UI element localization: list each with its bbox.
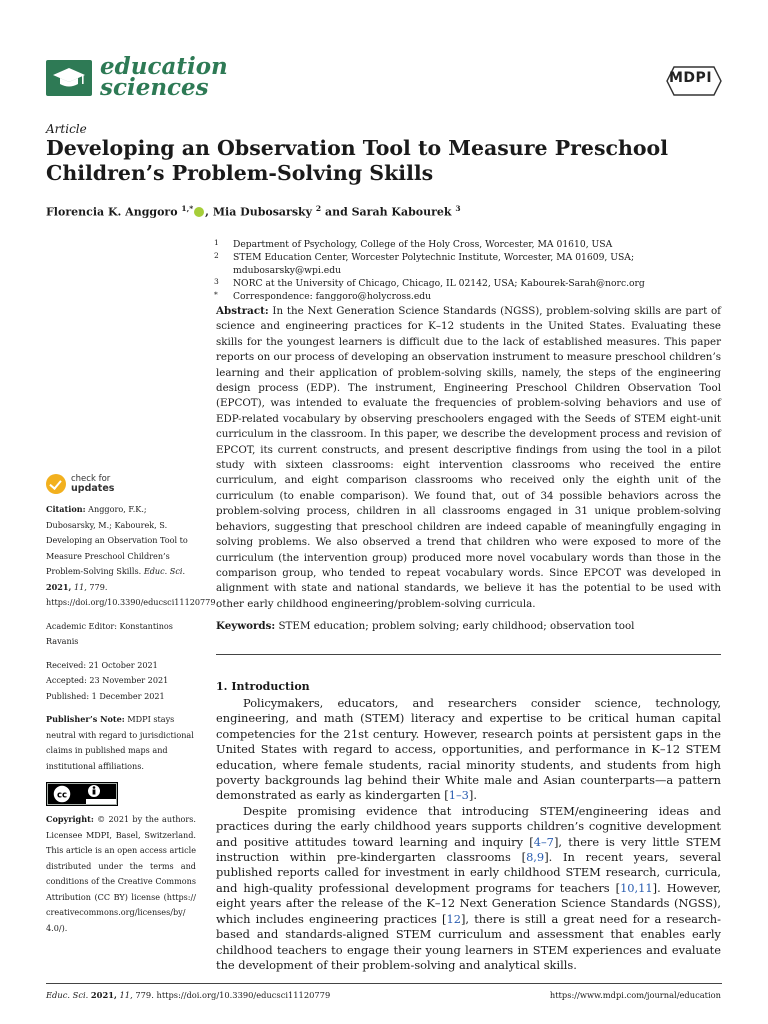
paragraph-text: Despite promising evidence that introducing STEM/engineering ideas and practices during the early childhood years supports children’s cognitive development and positive attitudes toward learning and inquiry [ [216, 803, 721, 849]
author-affiliation-marker: 3 [455, 204, 461, 213]
citation-link[interactable]: 10,11 [620, 880, 653, 895]
publisher-logo [666, 66, 722, 96]
paragraph-text: ]. However, eight years after the release of the K–12 Next Generation Science Standards (NGSS), which includes engineering practices [ [216, 880, 721, 926]
footer-divider [46, 983, 722, 984]
paragraph-text: Policymakers, educators, and researchers consider science, technology, engineering, and math (STEM) literacy and expertise to be critical human capital competencies for the 21st century. However, research points at persistent gaps in the United States with regard to access, opportunities, and performance in K–12 STEM education, where female students, racial minority students, and students from high poverty backgrounds lag behind their White male and Asian counterparts—a pattern demonstrated as early as kindergarten [ [216, 696, 721, 803]
svg-text:cc: cc [56, 790, 68, 801]
paragraph-text: ]. In recent years, several published reports called for investment in early childhood STEM research, curricula, and high-quality professional development programs for teachers [ [216, 850, 721, 895]
footer-citation [46, 990, 330, 1000]
section-divider [216, 654, 721, 655]
citation [46, 502, 216, 611]
journal-logo [46, 53, 228, 102]
affiliation-item [214, 238, 734, 251]
cc-by-license-badge[interactable] [46, 782, 118, 806]
citation-volume: 11, [73, 581, 87, 592]
affiliation-text: STEM Education Center, Worcester Polytechnic Institute, Worcester, MA 01609, USA; mdubosarsky@wpi.edu [233, 252, 635, 276]
author-name[interactable]: Mia Dubosarsky [212, 205, 313, 219]
affiliation-item [214, 290, 734, 303]
journal-name [100, 53, 228, 101]
publisher-note [46, 712, 196, 774]
copyright-label: Copyright: [46, 814, 94, 824]
check-for-updates-button[interactable] [46, 474, 196, 496]
author-name[interactable]: Florencia K. Anggoro [46, 205, 178, 219]
paragraph-text: ], there is very little STEM instruction within pre-kindergarten classrooms [ [216, 834, 721, 865]
citation-label: Citation: [46, 504, 86, 514]
citation-year: 2021, [46, 581, 72, 592]
accepted-date: Accepted: 23 November 2021 [46, 675, 169, 685]
affiliation-number: * [214, 290, 218, 299]
introduction-body [216, 696, 721, 973]
check-updates-label [71, 474, 114, 494]
author-name[interactable]: Sarah Kabourek [351, 205, 452, 219]
citation-doi[interactable]: 779. https://doi.org/10.3390/educsci11120779 [46, 581, 216, 607]
paragraph-text: ], there is still a great need for a research-based and standards-aligned STEM curriculum and assessment that enables early childhood teachers to engage their young learners in STEM experiences and evaluate the development of their problem-solving and analytical skills. [216, 911, 721, 972]
author-affiliation-marker: 2 [315, 204, 322, 213]
citation-text: Anggoro, F.K.; Dubosarsky, M.; Kabourek, S. Developing an Observation Tool to Measure Preschool Children’s Problem-Solving Skills. [46, 504, 188, 576]
dates [46, 658, 196, 705]
citation-link[interactable]: 12 [446, 911, 461, 926]
affiliation-item [214, 277, 734, 290]
academic-editor-text: Academic Editor: Konstantinos Ravanis [46, 620, 173, 646]
affiliation-number: 2 [214, 251, 219, 260]
affiliation-number: 1 [214, 238, 219, 247]
affiliation-text: NORC at the University of Chicago, Chicago, IL 02142, USA; Kabourek-Sarah@norc.org [233, 278, 645, 289]
affiliations [214, 238, 734, 303]
journal-name-line2: sciences [100, 74, 209, 101]
footer-doi[interactable]: 779. https://doi.org/10.3390/educsci11120779 [135, 990, 331, 1000]
keywords [216, 620, 721, 632]
sidebar [46, 474, 216, 944]
publisher-note-text: MDPI stays neutral with regard to jurisdictional claims in published maps and institutional affiliations. [46, 714, 194, 771]
author-separator: , [205, 205, 213, 219]
publisher-name: MDPI [669, 70, 713, 86]
section-heading: 1. Introduction [216, 680, 310, 693]
check-updates-line2: updates [71, 483, 115, 494]
affiliation-item [214, 251, 734, 277]
abstract-label: Abstract: [216, 305, 269, 317]
affiliation-number: 3 [214, 277, 219, 286]
copyright-text: © 2021 by the authors. Licensee MDPI, Basel, Switzerland. This article is an open access article distributed under the terms and conditions of the Creative Commons Attribution (CC BY) license (https:// creativecommons.org/licenses/by/ 4.0/). [46, 814, 197, 933]
orcid-icon[interactable] [194, 207, 204, 217]
citation-journal: Educ. Sci. [143, 566, 186, 576]
author-list [46, 204, 461, 219]
abstract [216, 304, 721, 612]
citation-link[interactable]: 1–3 [448, 788, 469, 803]
article-type: Article [46, 122, 87, 136]
abstract-text: In the Next Generation Science Standards (NGSS), problem-solving skills are part of science and engineering practices for K–12 students in the United States. Evaluating these skills for the youngest learners is difficult due to the lack of established measures. This paper reports on our process of developing an observation instrument to measure preschool children’s learning and their application of problem-solving skills, namely, the steps of the engineering design process (EDP). The instrument, Engineering Preschool Children Observation Tool (EPCOT), was intended to evaluate the frequencies of problem-solving behaviors and use of EDP-related vocabulary by observing preschoolers engaged with the Seeds of STEM eight-unit curriculum in the classroom. In this paper, we describe the development process and revision of EPCOT, its current constructs, and present descriptive findings from using the tool in a pilot study with sixteen classrooms: eight intervention classrooms who received the entire curriculum, and eight comparison classrooms who received only the eighth unit of the curriculum (to enable comparison). We found that, out of 34 possible behaviors across the problem-solving process, children in all classrooms engaged in 31 unique problem-solving behaviors, suggesting that preschool children are indeed capable of meaningfully engaging in solving problems. We also observed a trend that children who were exposed to more of the curriculum (the intervention group) produced more novel vocabulary words than those in the comparison group, who tended to repeat vocabulary words. Since EPCOT was developed in alignment with state and national standards, we believe it has the potential to be used with other early childhood engineering/problem-solving curricula. [216, 305, 721, 610]
paragraph [216, 804, 721, 973]
author-separator: and [321, 205, 352, 219]
published-date: Published: 1 December 2021 [46, 690, 165, 701]
check-updates-line1: check for [71, 474, 111, 484]
author-affiliation-marker: 1,* [181, 204, 194, 213]
citation-link[interactable]: 8,9 [526, 850, 545, 865]
received-date: Received: 21 October 2021 [46, 659, 158, 670]
footer-journal: Educ. Sci. [46, 990, 89, 1000]
footer-year: 2021, [90, 990, 117, 1000]
keywords-text: STEM education; problem solving; early childhood; observation tool [278, 620, 635, 632]
paragraph [216, 696, 721, 804]
keywords-label: Keywords: [216, 620, 276, 632]
footer-volume: 11, [119, 990, 133, 1000]
affiliation-text: Correspondence: fanggoro@holycross.edu [233, 291, 432, 302]
footer-journal-url[interactable]: https://www.mdpi.com/journal/education [549, 990, 721, 1000]
publisher-note-label: Publisher’s Note: [46, 714, 125, 724]
graduation-cap-icon [46, 60, 92, 96]
affiliation-text: Department of Psychology, College of the Holy Cross, Worcester, MA 01610, USA [233, 239, 613, 250]
citation-link[interactable]: 4–7 [533, 834, 554, 849]
paper-title: Developing an Observation Tool to Measure Preschool Children’s Problem-Solving Skills [46, 136, 669, 185]
copyright [46, 812, 196, 936]
check-icon [46, 474, 66, 494]
paragraph-text: ]. [468, 788, 477, 803]
journal-name-line1: education [100, 53, 228, 80]
academic-editor [46, 619, 196, 650]
